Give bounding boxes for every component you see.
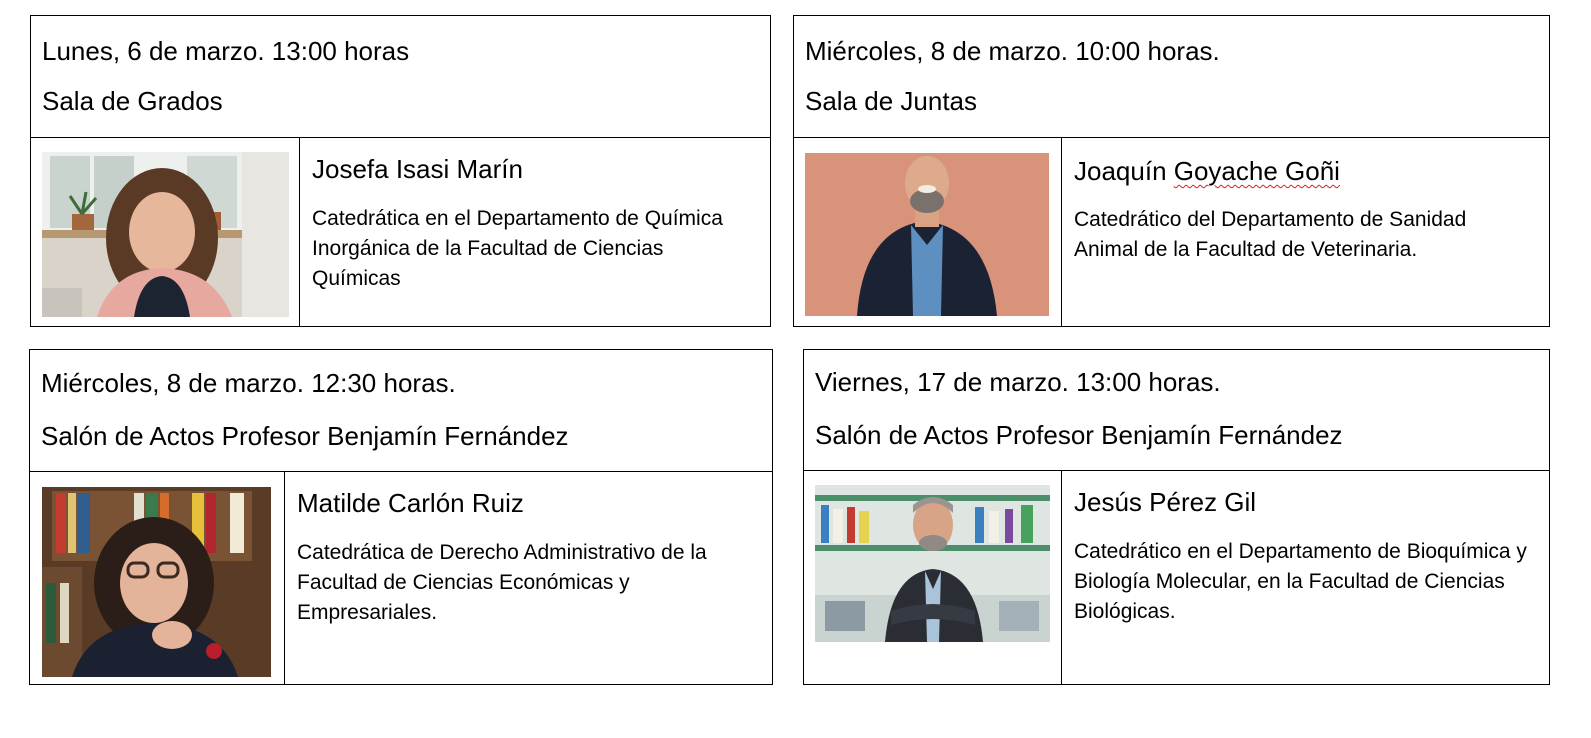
event-body bbox=[794, 138, 1549, 326]
event-date-time: Viernes, 17 de marzo. 13:00 horas. bbox=[815, 367, 1221, 397]
event-date-time: Miércoles, 8 de marzo. 12:30 horas. bbox=[41, 368, 456, 398]
speaker-name: Josefa Isasi Marín bbox=[312, 154, 523, 184]
speaker-info bbox=[1062, 471, 1549, 684]
speaker-photo-cell bbox=[30, 472, 285, 684]
event-body bbox=[804, 471, 1549, 684]
speaker-info bbox=[285, 472, 772, 684]
speaker-photo bbox=[805, 153, 1049, 316]
event-card-isasi bbox=[30, 15, 771, 327]
speaker-description: Catedrático en el Departamento de Bioquímica y Biología Molecular, en la Facultad de Ciencias Biológicas. bbox=[1074, 540, 1527, 623]
event-card-carlon bbox=[29, 349, 773, 685]
speaker-surnames: Goyache Goñi bbox=[1173, 156, 1340, 186]
event-date-time: Lunes, 6 de marzo. 13:00 horas bbox=[42, 36, 410, 66]
event-card-perez bbox=[803, 349, 1550, 685]
event-header bbox=[794, 16, 1549, 138]
event-header bbox=[804, 350, 1549, 471]
speaker-name: Jesús Pérez Gil bbox=[1074, 487, 1257, 517]
event-header bbox=[30, 350, 772, 472]
speaker-photo bbox=[815, 485, 1050, 642]
event-body bbox=[30, 472, 772, 684]
event-card-goyache bbox=[793, 15, 1550, 327]
event-venue: Sala de Juntas bbox=[805, 86, 978, 116]
event-date-time: Miércoles, 8 de marzo. 10:00 horas. bbox=[805, 36, 1220, 66]
speaker-photo-cell bbox=[804, 471, 1062, 684]
speaker-info bbox=[300, 138, 770, 326]
speaker-description: Catedrático del Departamento de Sanidad Animal de la Facultad de Veterinaria. bbox=[1074, 208, 1467, 261]
event-venue: Sala de Grados bbox=[42, 86, 223, 116]
event-venue: Salón de Actos Profesor Benjamín Fernández bbox=[41, 421, 569, 451]
event-body bbox=[31, 138, 770, 326]
speaker-name bbox=[1074, 156, 1340, 187]
event-header bbox=[31, 16, 770, 138]
speaker-first-name: Joaquín bbox=[1074, 156, 1174, 186]
speaker-photo bbox=[42, 487, 271, 677]
speaker-photo-cell bbox=[794, 138, 1062, 326]
speaker-info bbox=[1062, 138, 1549, 326]
speaker-description: Catedrática de Derecho Administrativo de la Facultad de Ciencias Económicas y Empresariales. bbox=[297, 541, 707, 624]
speaker-photo bbox=[42, 152, 289, 317]
speaker-name: Matilde Carlón Ruiz bbox=[297, 488, 524, 518]
speaker-photo-cell bbox=[31, 138, 300, 326]
event-venue: Salón de Actos Profesor Benjamín Fernández bbox=[815, 420, 1343, 450]
speaker-description: Catedrática en el Departamento de Química Inorgánica de la Facultad de Ciencias Químicas bbox=[312, 207, 723, 290]
